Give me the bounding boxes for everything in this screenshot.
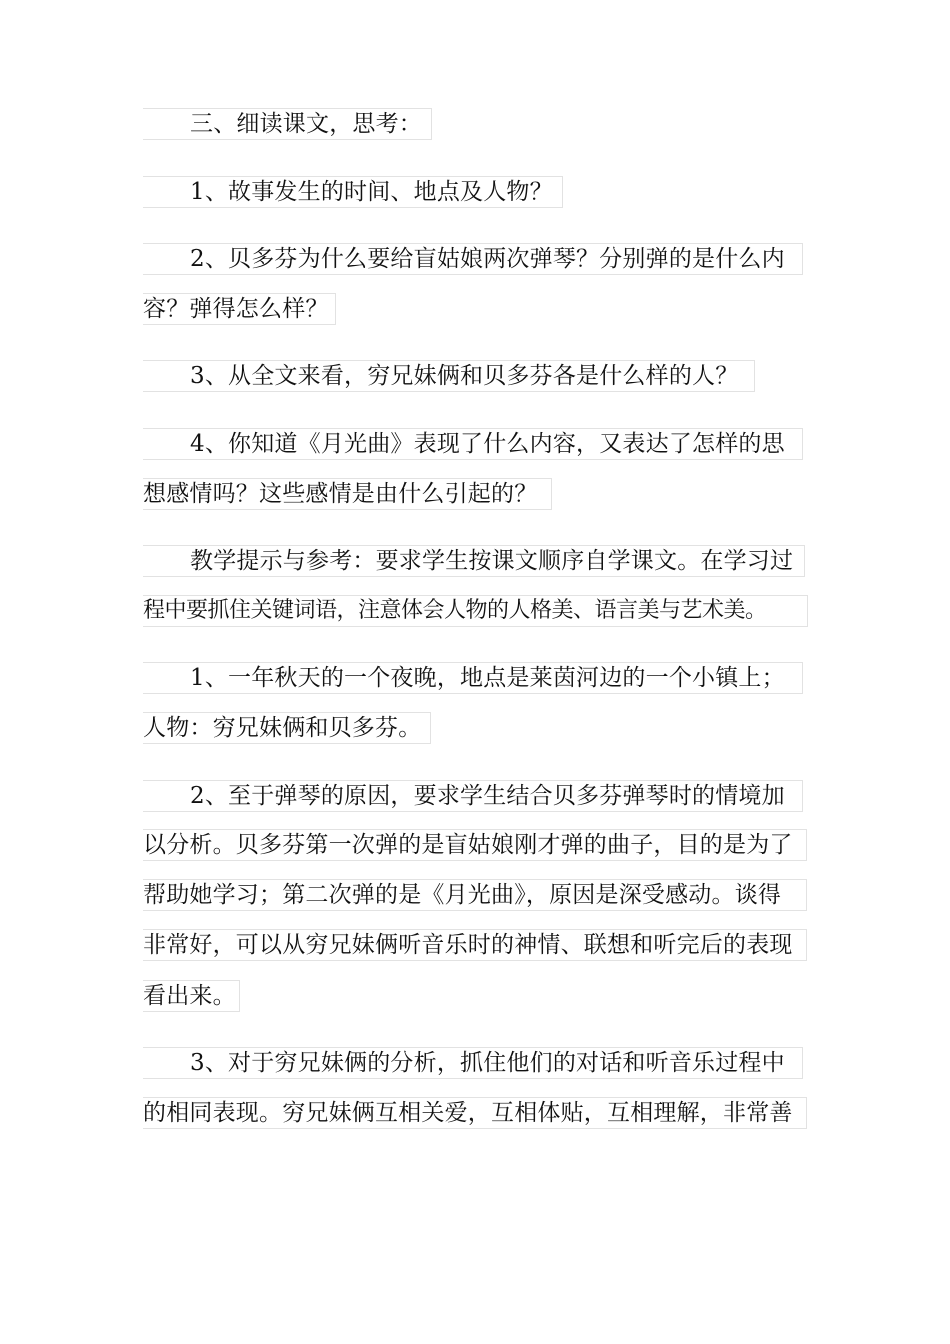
answer-1-line-1: 1、一年秋天的一个夜晚，地点是莱茵河边的一个小镇上； — [143, 662, 803, 694]
answer-2-line-2: 以分析。贝多芬第一次弹的是盲姑娘刚才弹的曲子，目的是为了 — [143, 829, 807, 861]
question-1-line: 1、故事发生的时间、地点及人物？ — [143, 176, 563, 208]
answer-2-line-1: 2、至于弹琴的原因，要求学生结合贝多芬弹琴时的情境加 — [143, 780, 803, 812]
teaching-tip-line-2: 程中要抓住关键词语，注意体会人物的人格美、语言美与艺术美。 — [143, 595, 808, 627]
answer-3-line-1: 3、对于穷兄妹俩的分析，抓住他们的对话和听音乐过程中 — [143, 1047, 803, 1079]
answer-3-line-2: 的相同表现。穷兄妹俩互相关爱，互相体贴，互相理解，非常善 — [143, 1097, 807, 1129]
answer-1-line-2: 人物：穷兄妹俩和贝多芬。 — [143, 712, 431, 744]
question-2-line-2: 容？弹得怎么样？ — [143, 293, 336, 325]
question-4-line-1: 4、你知道《月光曲》表现了什么内容，又表达了怎样的思 — [143, 428, 803, 460]
answer-2-line-3: 帮助她学习；第二次弹的是《月光曲》，原因是深受感动。谈得 — [143, 879, 807, 911]
section-heading: 三、细读课文，思考： — [143, 108, 432, 140]
question-4-line-2: 想感情吗？这些感情是由什么引起的？ — [143, 478, 552, 510]
question-3-line: 3、从全文来看，穷兄妹俩和贝多芬各是什么样的人？ — [143, 360, 755, 392]
answer-2-line-4: 非常好，可以从穷兄妹俩听音乐时的神情、联想和听完后的表现 — [143, 929, 807, 961]
question-2-line-1: 2、贝多芬为什么要给盲姑娘两次弹琴？分别弹的是什么内 — [143, 243, 803, 275]
teaching-tip-line-1: 教学提示与参考：要求学生按课文顺序自学课文。在学习过 — [143, 545, 805, 577]
answer-2-line-5: 看出来。 — [143, 980, 240, 1012]
